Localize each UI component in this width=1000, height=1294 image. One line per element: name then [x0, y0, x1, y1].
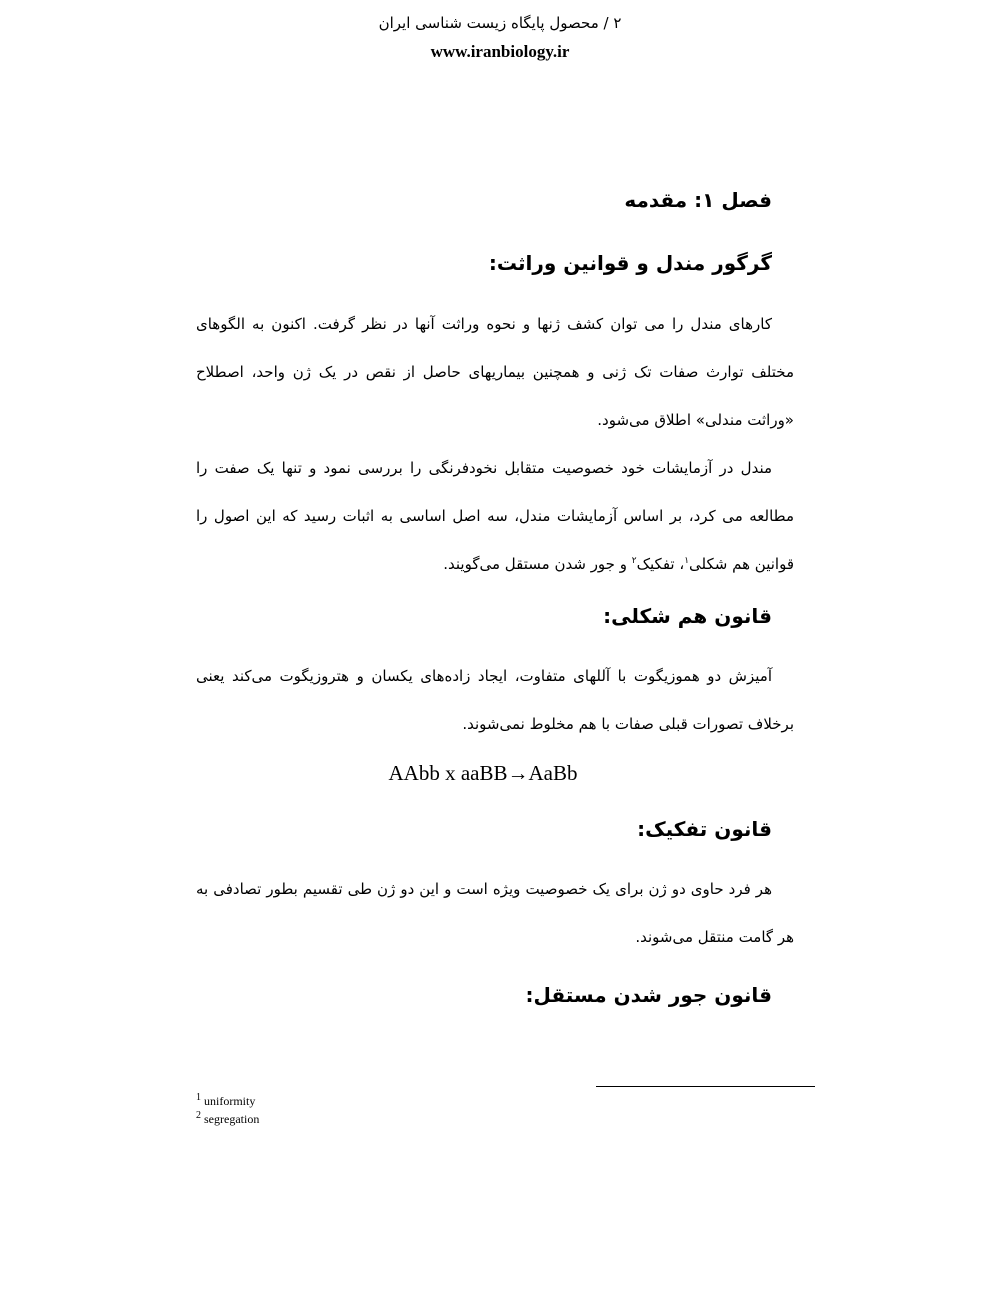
paragraph-uniformity: آمیزش دو هموزیگوت با آللهای متفاوت، ایجاد زاده‌های یکسان و هتروزیگوت می‌کند یعنی برخلاف تصورات قبلی صفات با هم مخلوط نمی‌شوند. — [196, 667, 794, 733]
paragraph-text: ، تفکیک — [636, 555, 685, 573]
paragraph-mendel-intro: کارهای مندل را می توان کشف ژنها و نحوه وراثت آنها در نظر گرفت. اکنون به الگوهای مختلف توارث صفات تک ژنی و همچنین بیماریهای حاصل از نقص در یک ژن واحد، اصطلاح «وراثت مندلی» اطلاق می‌شود. — [196, 315, 794, 429]
section-heading-uniformity: قانون هم شکلی: — [603, 604, 772, 628]
footnote-divider — [596, 1086, 815, 1087]
footnote-2 — [196, 1110, 259, 1127]
footnote-1 — [196, 1092, 255, 1109]
site-url: www.iranbiology.ir — [430, 42, 570, 61]
footnote-ref-2: ۲ — [631, 556, 637, 566]
paragraph-mendel-principles — [196, 444, 794, 588]
section-heading-segregation: قانون تفکیک: — [637, 817, 772, 841]
chapter-title: فصل ۱: مقدمه — [624, 188, 772, 212]
paragraph-segregation: هر فرد حاوی دو ژن برای یک خصوصیت ویژه است و این دو ژن طی تقسیم بطور تصادفی به هر گامت منتقل می‌شوند. — [196, 880, 794, 946]
cross-formula: AAbb x aaBB→AaBb — [388, 761, 578, 785]
section-heading-mendel: گرگور مندل و قوانین وراثت: — [488, 251, 772, 275]
running-header: ۲ / محصول پایگاه زیست شناسی ایران — [378, 14, 622, 32]
footnote-number: 2 — [196, 1110, 201, 1121]
paragraph-text: مندل در آزمایشات خود خصوصیت متقابل نخودفرنگی را بررسی نمود و تنها یک صفت را مطالعه می کرد، بر اساس آزمایشات مندل، سه اصل اساسی به اثبات رسید که این اصول را قوانین هم شکلی — [196, 459, 794, 573]
footnote-text: segregation — [204, 1112, 260, 1126]
footnote-number: 1 — [196, 1092, 201, 1103]
footnote-ref-1: ۱ — [684, 556, 690, 566]
footnote-text: uniformity — [204, 1094, 256, 1108]
paragraph-text: و جور شدن مستقل می‌گویند. — [443, 555, 632, 573]
section-heading-independent-assortment: قانون جور شدن مستقل: — [525, 983, 772, 1007]
